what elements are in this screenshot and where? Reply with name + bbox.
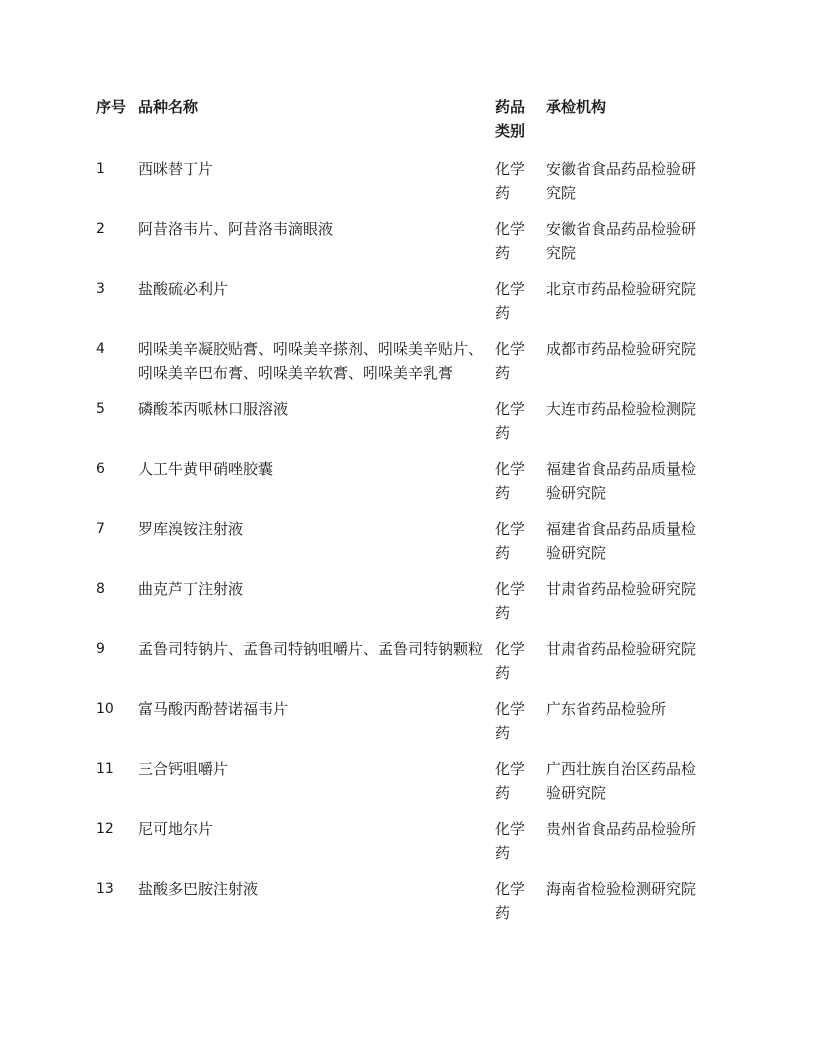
cell-product-name: 罗库溴铵注射液 [138,520,244,538]
cell-drug-category: 化学药 [495,280,526,322]
cell-serial-number: 11 [96,761,114,777]
cell-inspection-org: 广西壮族自治区药品检验研究院 [546,760,697,802]
cell-serial-number: 9 [96,641,105,657]
table-row [90,452,716,512]
header-serial-number: 序号 [96,98,127,116]
cell-inspection-org: 甘肃省药品检验研究院 [546,580,697,598]
cell-inspection-org: 贵州省食品药品检验所 [546,820,697,838]
table-row [90,572,716,632]
cell-drug-category: 化学药 [495,400,526,442]
cell-product-name: 盐酸多巴胺注射液 [138,880,259,898]
table-row [90,212,716,272]
cell-inspection-org: 广东省药品检验所 [546,700,667,718]
cell-serial-number: 12 [96,821,114,837]
cell-serial-number: 13 [96,881,114,897]
cell-inspection-org: 福建省食品药品质量检验研究院 [546,520,697,562]
cell-inspection-org: 福建省食品药品质量检验研究院 [546,460,697,502]
cell-product-name: 人工牛黄甲硝唑胶囊 [138,460,274,478]
header-inspection-org: 承检机构 [546,98,607,116]
header-drug-category: 药品类别 [495,98,526,140]
cell-product-name: 孟鲁司特钠片、孟鲁司特钠咀嚼片、孟鲁司特钠颗粒 [138,640,484,658]
cell-inspection-org: 安徽省食品药品检验研究院 [546,220,697,262]
cell-product-name: 盐酸硫必利片 [138,280,229,298]
table-row [90,872,716,932]
table-row [90,152,716,212]
table-row [90,812,716,872]
table-row [90,632,716,692]
table-row [90,332,716,392]
cell-serial-number: 3 [96,281,105,297]
header-product-name: 品种名称 [138,98,199,116]
cell-serial-number: 10 [96,701,114,717]
table-row [90,752,716,812]
cell-inspection-org: 甘肃省药品检验研究院 [546,640,697,658]
cell-drug-category: 化学药 [495,580,526,622]
cell-drug-category: 化学药 [495,520,526,562]
cell-drug-category: 化学药 [495,340,526,382]
cell-serial-number: 6 [96,461,105,477]
cell-product-name: 磷酸苯丙哌林口服溶液 [138,400,289,418]
cell-inspection-org: 成都市药品检验研究院 [546,340,697,358]
cell-inspection-org: 海南省检验检测研究院 [546,880,697,898]
cell-drug-category: 化学药 [495,160,526,202]
cell-drug-category: 化学药 [495,700,526,742]
cell-inspection-org: 北京市药品检验研究院 [546,280,697,298]
table-header-row [90,90,716,152]
cell-serial-number: 1 [96,161,105,177]
cell-inspection-org: 安徽省食品药品检验研究院 [546,160,697,202]
table-row [90,272,716,332]
cell-product-name: 曲克芦丁注射液 [138,580,244,598]
cell-product-name: 西咪替丁片 [138,160,214,178]
cell-inspection-org: 大连市药品检验检测院 [546,400,697,418]
cell-serial-number: 2 [96,221,105,237]
cell-drug-category: 化学药 [495,460,526,502]
cell-serial-number: 5 [96,401,105,417]
cell-product-name: 三合钙咀嚼片 [138,760,229,778]
table-row [90,392,716,452]
cell-serial-number: 4 [96,341,105,357]
cell-serial-number: 7 [96,521,105,537]
table-row [90,692,716,752]
cell-drug-category: 化学药 [495,880,526,922]
cell-drug-category: 化学药 [495,760,526,802]
table-row [90,512,716,572]
cell-product-name: 吲哚美辛凝胶贴膏、吲哚美辛搽剂、吲哚美辛贴片、吲哚美辛巴布膏、吲哚美辛软膏、吲哚美辛乳膏 [138,340,484,382]
cell-drug-category: 化学药 [495,640,526,682]
cell-serial-number: 8 [96,581,105,597]
cell-drug-category: 化学药 [495,820,526,862]
drug-inspection-table [90,90,716,932]
cell-product-name: 富马酸丙酚替诺福韦片 [138,700,289,718]
cell-product-name: 阿昔洛韦片、阿昔洛韦滴眼液 [138,220,334,238]
cell-product-name: 尼可地尔片 [138,820,214,838]
cell-drug-category: 化学药 [495,220,526,262]
